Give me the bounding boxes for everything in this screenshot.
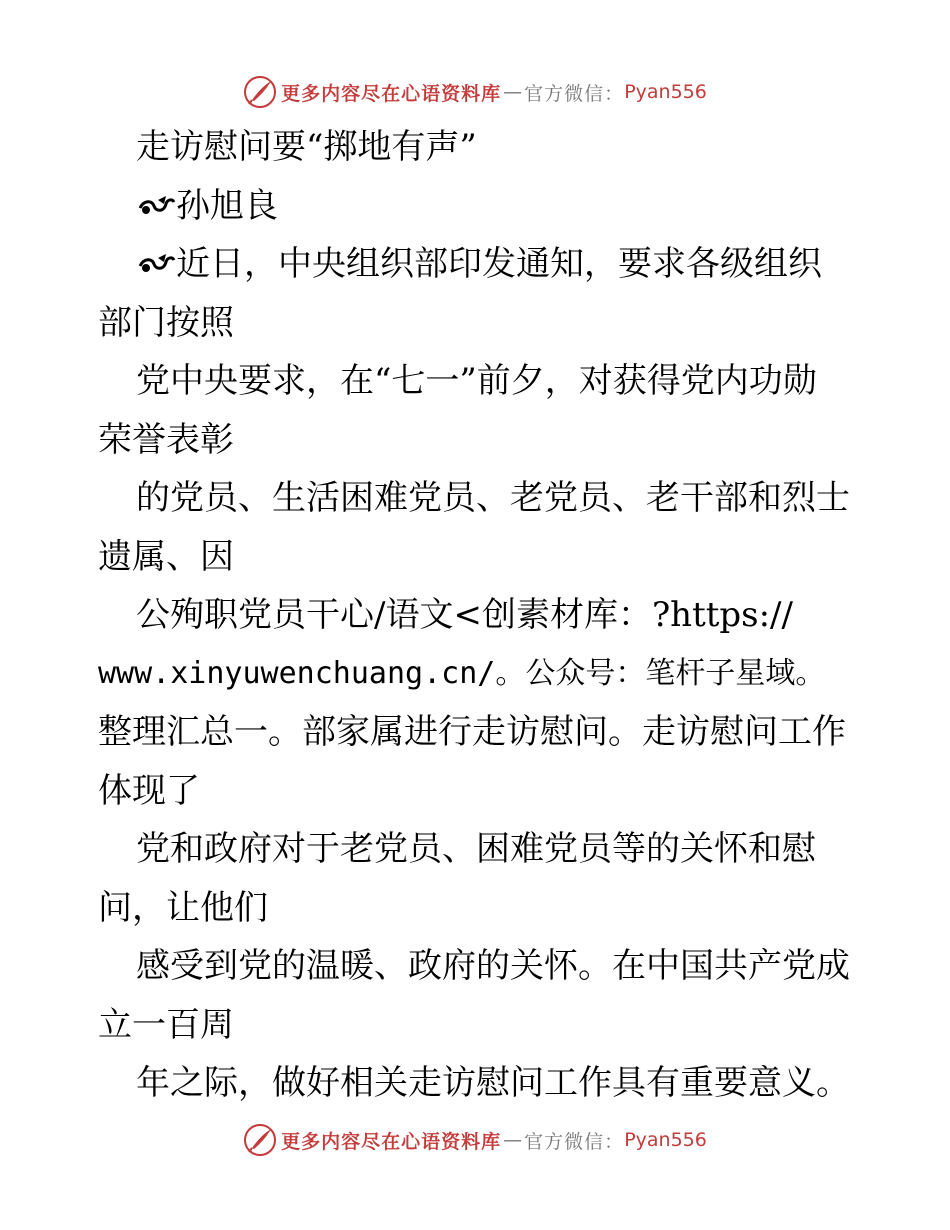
author-line xyxy=(98,177,858,236)
paragraph-line: 整理汇总一。部家属进行走访慰问。走访慰问工作 xyxy=(98,712,846,752)
header-brand-text: 更多内容尽在心语资料库 xyxy=(281,82,502,105)
fleuron-icon xyxy=(136,190,176,220)
quill-logo-icon xyxy=(243,75,277,109)
paragraph-line: 荣誉表彰 xyxy=(98,419,234,460)
paragraph-line xyxy=(98,235,858,294)
paragraph-line: 体现了 xyxy=(98,770,200,811)
paragraph-line: 的党员、生活困难党员、老党员、老干部和烈士 xyxy=(136,478,850,518)
fleuron-icon xyxy=(136,248,176,278)
quill-logo-icon xyxy=(243,1123,277,1157)
paragraph-line: 年之际，做好相关走访慰问工作具有重要意义。 xyxy=(136,1063,850,1103)
paragraph-line: 遗属、因 xyxy=(98,536,234,577)
author-name: 孙旭良 xyxy=(176,185,278,226)
paragraph-line: 党和政府对于老党员、困难党员等的关怀和慰 xyxy=(136,829,816,869)
header-wechat-id: Pyan556 xyxy=(624,81,707,103)
footer-wechat-label: 官方微信： xyxy=(524,1130,625,1153)
header-wechat-label: 官方微信： xyxy=(524,82,625,105)
paragraph-text: 近日，中央组织部印发通知，要求各级组织 xyxy=(176,244,822,284)
header-separator: — xyxy=(503,81,523,103)
paragraph-line: 公殉职党员干心/语文<创素材库：?https:// xyxy=(136,595,793,635)
article-title: 走访慰问要“掷地有声” xyxy=(136,127,477,167)
paragraph-line: 问，让他们 xyxy=(98,887,268,928)
footer-separator: — xyxy=(503,1129,523,1151)
paragraph-line: 立一百周 xyxy=(98,1004,234,1045)
footer-wechat-id: Pyan556 xyxy=(624,1129,707,1151)
footer-brand-text: 更多内容尽在心语资料库 xyxy=(281,1130,502,1153)
footer-banner xyxy=(0,1120,950,1160)
paragraph-line: 感受到党的温暖、政府的关怀。在中国共产党成 xyxy=(136,946,850,986)
article-body xyxy=(98,118,858,1113)
header-banner xyxy=(0,72,950,112)
paragraph-line-url: www.xinyuwenchuang.cn/。公众号：笔杆子星域。 xyxy=(98,655,826,691)
paragraph-line: 部门按照 xyxy=(98,302,234,343)
paragraph-line: 党中央要求，在“七一”前夕，对获得党内功勋 xyxy=(136,361,817,401)
